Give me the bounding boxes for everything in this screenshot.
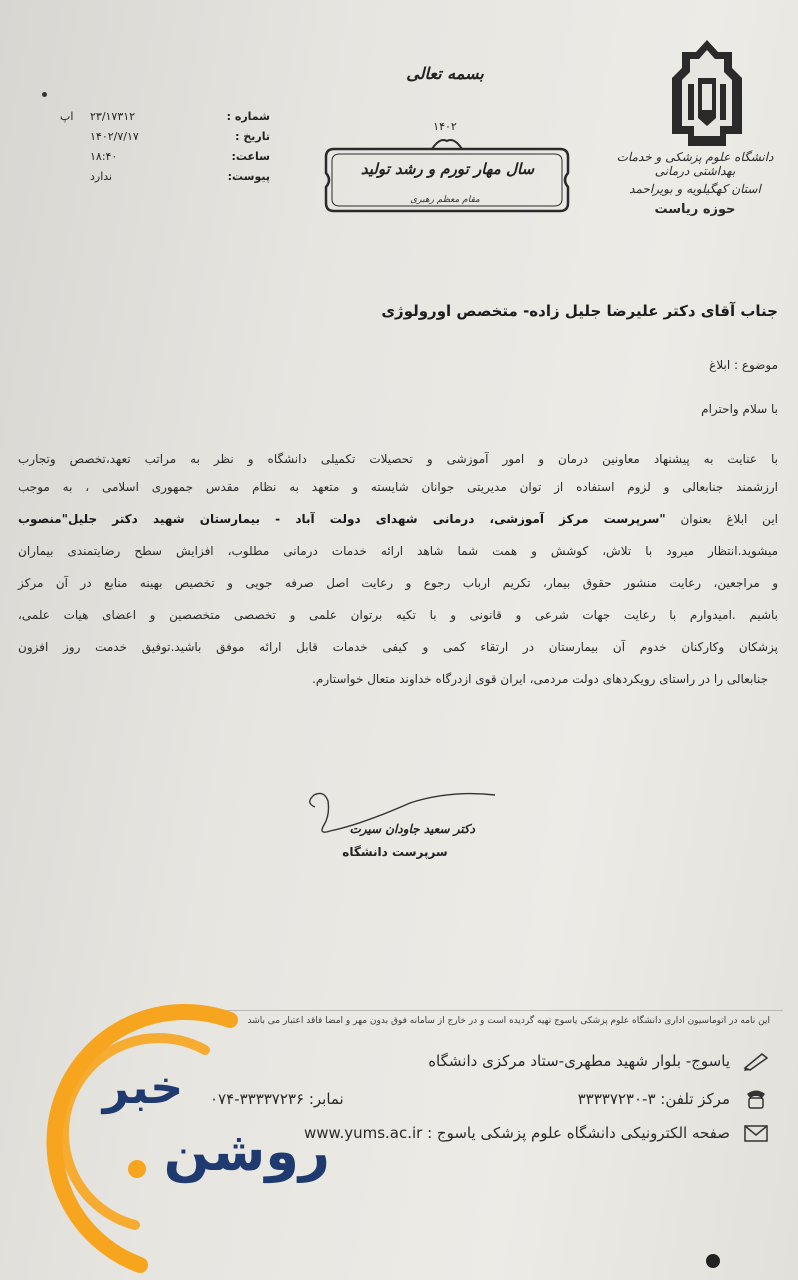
address-text: یاسوج- بلوار شهید مطهری-ستاد مرکزی دانشگاه — [428, 1052, 730, 1070]
body-line: و مراجعین، رعایت منشور حقوق بیمار، تکریم ارباب رجوع و رعایت اصل صرفه جویی و تخصیص بهینه منابع در آن مرکز — [18, 576, 778, 590]
appointment-prefix: این ابلاغ بعنوان — [665, 512, 778, 526]
date-label: تاریخ : — [235, 130, 270, 143]
appointment-suffix: منصوب — [18, 512, 62, 526]
letter-time-row — [60, 150, 270, 170]
phone-icon — [742, 1088, 770, 1110]
year-number: ۱۴۰۲ — [433, 120, 457, 133]
phone-label: مرکز تلفن: — [655, 1090, 730, 1108]
subject-line: موضوع : ابلاغ — [709, 358, 778, 372]
watermark-word-khabar: خبر — [102, 1060, 184, 1114]
website-label: صفحه الکترونیکی دانشگاه علوم پزشکی یاسوج : — [422, 1124, 730, 1142]
body-line: باشیم .امیدوارم با رعایت جهات شرعی و قانونی و با تکیه برتوان علمی و تخصصی متخصصین و اعضای هیات علمی، — [18, 608, 778, 622]
website-text — [304, 1124, 730, 1142]
handwritten-signature — [300, 785, 500, 845]
fax-label: نمابر: — [304, 1090, 344, 1108]
number-value: ۲۳/۱۷۳۱۲ — [90, 110, 136, 123]
fax-value: ۰۷۴-۳۳۳۳۷۲۳۶ — [210, 1090, 305, 1108]
appointment-title: "سرپرست مرکز آموزشی، درمانی شهدای دولت آباد - بیمارستان شهید دکتر جلیل" — [61, 512, 666, 526]
watermark-dot — [128, 1160, 146, 1178]
salutation-line: با سلام واحترام — [701, 402, 778, 416]
body-line: ارزشمند جنابعالی و لزوم استفاده از توان مدیریتی جوانان شایسته و متعهد به نظام مقدس جمهوری اسلامی ، به موجب — [18, 480, 778, 494]
body-line: جنابعالی را در راستای رویکردهای دولت مردمی، ایران قوی ازدرگاه خداوند متعال خواستارم. — [312, 672, 768, 686]
page-corner-mark — [706, 1254, 720, 1268]
number-label: شماره : — [226, 110, 270, 123]
office-name: حوزه ریاست — [654, 202, 736, 217]
watermark-word-roshan: روشن — [163, 1120, 330, 1183]
motto-attribution: مقام معظم رهبری — [410, 195, 480, 205]
university-header — [600, 150, 790, 217]
university-emblem-icon — [668, 38, 746, 148]
phone-value: ۳-۳۳۳۳۷۲۳۰ — [577, 1090, 656, 1108]
attachment-value: ندارد — [90, 170, 113, 183]
body-line: میشوید.انتظار میرود با تلاش، کوشش و همت شما شاهد ارائه خدمات درمانی مطلوب، افزایش سطح رضایتمندی بیماران — [18, 544, 778, 558]
body-line: پزشکان وکارکنان خدوم آن بیمارستان در ارتقاء کمی و کیفی خدمات قابل ارائه موفق باشید.توفیق خدمت روز افزون — [18, 640, 778, 654]
time-value: ۱۸:۴۰ — [90, 150, 118, 163]
footer-notice: این نامه در اتوماسیون اداری دانشگاه علوم پزشکی یاسوج تهیه گردیده است و در خارج از سامانه فوق بدون مهر و امضا فاقد اعتبار می باشد — [247, 1016, 770, 1026]
appointment-line — [18, 512, 778, 526]
signatory-name: دکتر سعید جاودان سیرت — [349, 822, 475, 836]
attachment-label: پیوست: — [227, 170, 270, 183]
body-line: با عنایت به پیشنهاد معاونین درمان و امور آموزشی و تحصیلات تکمیلی دانشگاه و نظر به مراتب تعهد،تخصص وتجارب — [18, 452, 778, 466]
phone-text — [578, 1090, 730, 1108]
bismillah-heading: بسمه تعالی — [406, 64, 484, 83]
motto-frame-ornament — [322, 135, 572, 225]
letter-number-row — [60, 110, 270, 130]
pen-icon — [742, 1050, 770, 1072]
recipient-line: جناب آقای دکتر علیرضا جلیل زاده- متخصص اورولوژی — [381, 302, 778, 320]
signatory-title: سرپرست دانشگاه — [342, 845, 448, 859]
time-label: ساعت: — [231, 150, 270, 163]
number-suffix: اپ — [60, 110, 74, 123]
website-url[interactable]: www.yums.ac.ir — [304, 1124, 423, 1142]
province-name: استان کهگیلویه و بویراحمد — [629, 182, 761, 196]
university-name: دانشگاه علوم پزشکی و خدمات بهداشتی درمانی — [616, 150, 774, 178]
letter-date-row — [60, 130, 270, 150]
letter-attachment-row — [60, 170, 270, 190]
punch-mark — [42, 92, 47, 97]
envelope-icon — [742, 1122, 770, 1144]
date-value: ۱۴۰۲/۷/۱۷ — [90, 130, 139, 143]
year-motto: سال مهار تورم و رشد تولید — [360, 160, 535, 178]
